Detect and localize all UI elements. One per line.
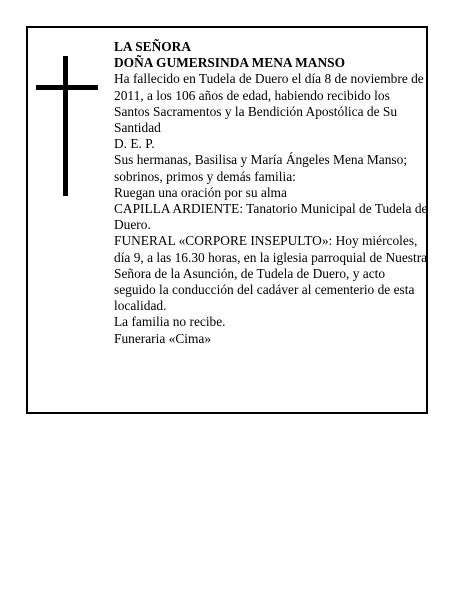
- prayer-request: Ruegan una oración por su alma: [114, 184, 287, 200]
- family-note: La familia no recibe.: [114, 314, 226, 330]
- cross-vertical-bar: [63, 56, 68, 196]
- obituary-text-block: [114, 39, 428, 347]
- funeral-info: FUNERAL «CORPORE INSEPULTO»: Hoy miércoles, día 9, a las 16.30 horas, en la iglesia parroquial de Nuestra Señora de la Asunción, de Tudela de Duero, y acto seguido la conducción del cadáver al cementerio de esta localidad.: [114, 233, 428, 314]
- cross-horizontal-bar: [36, 85, 98, 90]
- notice-heading: LA SEÑORA: [114, 39, 192, 54]
- family-line: Sus hermanas, Basilisa y María Ángeles Mena Manso; sobrinos, primos y demás familia:: [114, 152, 408, 184]
- funeral-home: Funeraria «Cima»: [114, 330, 212, 346]
- chapel-info: CAPILLA ARDIENTE: Tanatorio Municipal de Tudela de Duero.: [114, 201, 428, 233]
- deceased-name: DOÑA GUMERSINDA MENA MANSO: [114, 55, 345, 71]
- latin-cross-icon: [36, 56, 98, 196]
- death-announcement: Ha fallecido en Tudela de Duero el día 8 de noviembre de 2011, a los 106 años de edad, habiendo recibido los Santos Sacramentos y la Bendición Apostólica de Su Santidad: [114, 71, 424, 136]
- rip-line: D. E. P.: [114, 136, 155, 152]
